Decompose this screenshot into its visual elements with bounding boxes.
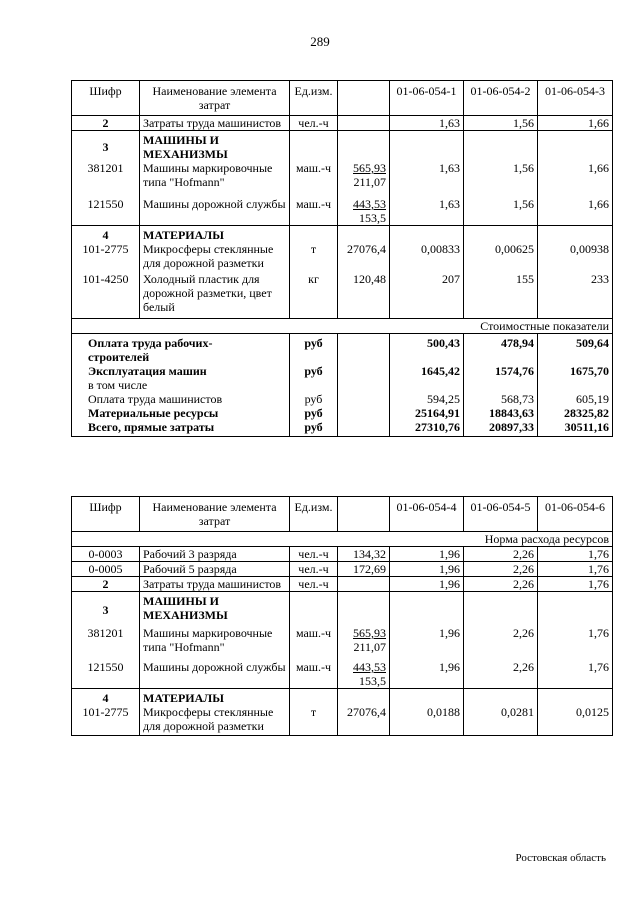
row-value: 1,76 xyxy=(588,626,609,640)
row-unit: т xyxy=(310,705,317,719)
row-unit: маш.-ч xyxy=(295,660,332,674)
row-unit: чел.-ч xyxy=(290,547,338,562)
header-unit: Ед.изм. xyxy=(290,81,338,116)
page-number: 289 xyxy=(310,34,330,49)
row-value-2: 2,26 xyxy=(464,577,538,592)
row-value: 0,0125 xyxy=(576,705,609,719)
section-machines-block xyxy=(72,592,613,689)
row-code: 0-0003 xyxy=(72,547,140,562)
row-unit: маш.-ч xyxy=(295,626,332,640)
row-code: 0-0005 xyxy=(72,562,140,577)
table-header-row xyxy=(72,81,613,116)
row-value-3: 1,76 xyxy=(538,547,613,562)
row-value: 1,63 xyxy=(439,197,460,211)
row-name: Затраты труда машинистов xyxy=(140,116,290,131)
header-col-3: 01-06-054-3 xyxy=(538,81,613,116)
value-cell-1 xyxy=(390,226,464,319)
unit-cell xyxy=(290,131,338,226)
table-row xyxy=(72,562,613,577)
cost-values-3 xyxy=(538,334,613,437)
cost-value: 605,19 xyxy=(576,392,609,406)
resource-table-1 xyxy=(71,80,613,437)
code-cell xyxy=(72,689,140,736)
header-unit: Ед.изм. xyxy=(290,497,338,532)
unit-cell xyxy=(290,689,338,736)
cost-header: Стоимостные показатели xyxy=(72,319,613,334)
row-price xyxy=(338,116,390,131)
header-name: Наименование элемента затрат xyxy=(140,81,290,116)
section-code: 4 xyxy=(102,691,109,705)
resource-table-2 xyxy=(71,496,613,736)
price-cell xyxy=(338,131,390,226)
row-price-bottom: 211,07 xyxy=(353,640,386,654)
row-unit: кг xyxy=(308,272,319,286)
cost-header-row xyxy=(72,319,613,334)
cost-value: 1645,42 xyxy=(421,364,460,378)
row-value: 1,96 xyxy=(439,626,460,640)
code-cell xyxy=(72,131,140,226)
cost-value: 478,94 xyxy=(501,336,534,350)
row-value: 233 xyxy=(591,272,609,286)
section-title: МАТЕРИАЛЫ xyxy=(143,691,224,705)
row-code: 2 xyxy=(72,577,140,592)
value-cell-2 xyxy=(464,689,538,736)
row-value: 1,66 xyxy=(588,197,609,211)
row-value: 207 xyxy=(442,272,460,286)
price-cell xyxy=(338,689,390,736)
row-price: 134,32 xyxy=(338,547,390,562)
cost-unit: руб xyxy=(304,420,323,434)
row-code: 101-2775 xyxy=(82,242,129,256)
cost-value: 500,43 xyxy=(427,336,460,350)
row-name: Машины дорожной службы xyxy=(143,197,286,211)
cost-units xyxy=(290,334,338,437)
cost-value: 20897,33 xyxy=(489,420,534,434)
row-price-bottom: 211,07 xyxy=(353,175,386,189)
unit-cell xyxy=(290,592,338,689)
section-code: 4 xyxy=(102,228,109,242)
row-name: Машины маркировочные типа "Hofmann" xyxy=(143,626,273,654)
row-value-1: 1,63 xyxy=(390,116,464,131)
price-cell xyxy=(338,226,390,319)
cost-name: Всего, прямые затраты xyxy=(88,420,215,434)
row-code: 2 xyxy=(72,116,140,131)
row-code: 381201 xyxy=(87,161,124,175)
cost-name: Эксплуатация машин xyxy=(88,364,207,378)
row-value-1: 1,96 xyxy=(390,562,464,577)
row-unit: маш.-ч xyxy=(295,197,332,211)
header-price xyxy=(338,497,390,532)
value-cell-1 xyxy=(390,131,464,226)
section-machines-block xyxy=(72,131,613,226)
row-unit: чел.-ч xyxy=(290,577,338,592)
cost-value: 1675,70 xyxy=(570,364,609,378)
footer-region: Ростовская область xyxy=(515,852,606,864)
row-value-2: 2,26 xyxy=(464,547,538,562)
value-cell-3 xyxy=(538,592,613,689)
row-code: 101-2775 xyxy=(82,705,129,719)
code-cell xyxy=(72,592,140,689)
name-cell xyxy=(140,131,290,226)
row-value: 0,0188 xyxy=(427,705,460,719)
header-col-2: 01-06-054-2 xyxy=(464,81,538,116)
row-name: Машины дорожной службы xyxy=(143,660,286,674)
cost-name-sub: в том числе xyxy=(88,378,148,392)
price-cell xyxy=(338,592,390,689)
header-col-1: 01-06-054-4 xyxy=(390,497,464,532)
cost-unit: руб xyxy=(304,336,323,350)
table-row xyxy=(72,577,613,592)
row-value: 2,26 xyxy=(513,660,534,674)
row-value: 0,0281 xyxy=(501,705,534,719)
row-unit: маш.-ч xyxy=(295,161,332,175)
cost-value: 509,64 xyxy=(576,336,609,350)
section-code: 3 xyxy=(102,603,109,617)
row-value-1: 1,96 xyxy=(390,577,464,592)
row-code: 381201 xyxy=(87,626,124,640)
value-cell-1 xyxy=(390,592,464,689)
cost-value: 27310,76 xyxy=(415,420,460,434)
cost-value: 1574,76 xyxy=(495,364,534,378)
row-code: 121550 xyxy=(87,197,124,211)
name-cell xyxy=(140,226,290,319)
cost-value: 28325,82 xyxy=(564,406,609,420)
value-cell-2 xyxy=(464,592,538,689)
value-cell-2 xyxy=(464,226,538,319)
value-cell-2 xyxy=(464,131,538,226)
row-value: 0,00625 xyxy=(495,242,534,256)
row-name: Рабочий 3 разряда xyxy=(140,547,290,562)
section-title: МАТЕРИАЛЫ xyxy=(143,228,224,242)
row-unit: чел.-ч xyxy=(290,562,338,577)
row-price: 120,48 xyxy=(353,272,386,286)
header-price xyxy=(338,81,390,116)
table-row xyxy=(72,547,613,562)
row-unit: т xyxy=(310,242,317,256)
row-value-3: 1,66 xyxy=(538,116,613,131)
row-value: 1,56 xyxy=(513,161,534,175)
cost-value: 30511,16 xyxy=(564,420,609,434)
cost-name: Материальные ресурсы xyxy=(88,406,219,420)
section-title: МАШИНЫ И МЕХАНИЗМЫ xyxy=(143,594,228,622)
cost-name: Оплата труда машинистов xyxy=(88,392,223,406)
row-value-2: 2,26 xyxy=(464,562,538,577)
cost-unit: руб xyxy=(304,392,323,406)
row-value-3: 1,76 xyxy=(538,562,613,577)
name-cell xyxy=(140,689,290,736)
value-cell-3 xyxy=(538,689,613,736)
norm-header: Норма расхода ресурсов xyxy=(72,532,613,547)
row-name: Микросферы стеклянные для дорожной разметки xyxy=(143,705,274,733)
section-materials-block xyxy=(72,689,613,736)
row-value: 1,66 xyxy=(588,161,609,175)
code-cell xyxy=(72,226,140,319)
row-value: 1,63 xyxy=(439,161,460,175)
name-cell xyxy=(140,592,290,689)
row-price-bottom: 153,5 xyxy=(359,211,386,225)
cost-values-1 xyxy=(390,334,464,437)
row-price-bottom: 153,5 xyxy=(359,674,386,688)
value-cell-3 xyxy=(538,131,613,226)
row-value-3: 1,76 xyxy=(538,577,613,592)
row-code: 101-4250 xyxy=(82,272,129,286)
value-cell-3 xyxy=(538,226,613,319)
row-name: Затраты труда машинистов xyxy=(140,577,290,592)
header-code: Шифр xyxy=(72,81,140,116)
row-name: Рабочий 5 разряда xyxy=(140,562,290,577)
row-price: 27076,4 xyxy=(347,705,386,719)
cost-name: Оплата труда рабочих-строителей xyxy=(88,336,213,364)
row-value-1: 1,96 xyxy=(390,547,464,562)
row-price-top: 565,93 xyxy=(353,161,386,175)
cost-empty xyxy=(338,334,390,437)
cost-block xyxy=(72,334,613,437)
table-row xyxy=(72,116,613,131)
cost-value: 594,25 xyxy=(427,392,460,406)
row-price-top: 565,93 xyxy=(353,626,386,640)
row-value: 0,00938 xyxy=(570,242,609,256)
row-unit: чел.-ч xyxy=(290,116,338,131)
section-materials-block xyxy=(72,226,613,319)
header-col-3: 01-06-054-6 xyxy=(538,497,613,532)
row-price: 172,69 xyxy=(338,562,390,577)
cost-unit: руб xyxy=(304,406,323,420)
cost-value: 25164,91 xyxy=(415,406,460,420)
row-value: 2,26 xyxy=(513,626,534,640)
header-code: Шифр xyxy=(72,497,140,532)
row-name: Холодный пластик для дорожной разметки, цвет белый xyxy=(143,272,272,314)
cost-values-2 xyxy=(464,334,538,437)
row-price-top: 443,53 xyxy=(353,197,386,211)
cost-value: 568,73 xyxy=(501,392,534,406)
row-value: 1,76 xyxy=(588,660,609,674)
section-title: МАШИНЫ И МЕХАНИЗМЫ xyxy=(143,133,228,161)
row-value: 0,00833 xyxy=(421,242,460,256)
header-col-2: 01-06-054-5 xyxy=(464,497,538,532)
row-price xyxy=(338,577,390,592)
table-header-row xyxy=(72,497,613,532)
header-col-1: 01-06-054-1 xyxy=(390,81,464,116)
value-cell-1 xyxy=(390,689,464,736)
row-value-2: 1,56 xyxy=(464,116,538,131)
cost-unit: руб xyxy=(304,364,323,378)
cost-value: 18843,63 xyxy=(489,406,534,420)
section-code: 3 xyxy=(102,140,109,154)
row-value: 1,56 xyxy=(513,197,534,211)
row-value: 1,96 xyxy=(439,660,460,674)
row-name: Машины маркировочные типа "Hofmann" xyxy=(143,161,273,189)
row-code: 121550 xyxy=(87,660,124,674)
row-name: Микросферы стеклянные для дорожной разметки xyxy=(143,242,274,270)
row-price-top: 443,53 xyxy=(353,660,386,674)
norm-header-row xyxy=(72,532,613,547)
row-price: 27076,4 xyxy=(347,242,386,256)
row-value: 155 xyxy=(516,272,534,286)
unit-cell xyxy=(290,226,338,319)
cost-names xyxy=(72,334,290,437)
header-name: Наименование элемента затрат xyxy=(140,497,290,532)
